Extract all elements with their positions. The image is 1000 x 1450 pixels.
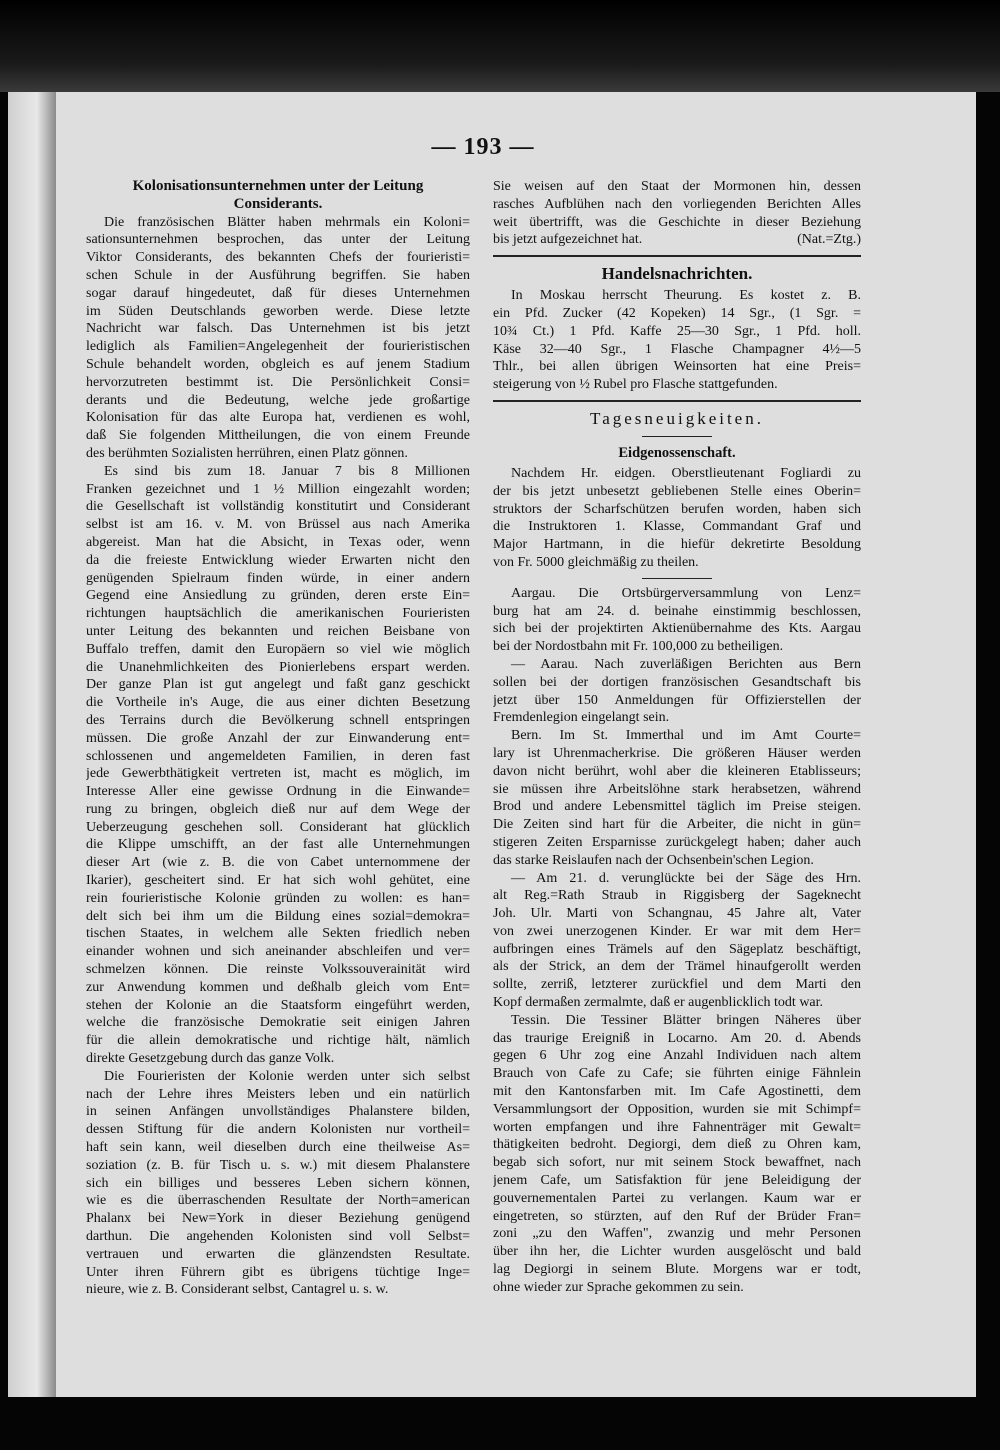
text-line: Kolonisation für das alte Europa hat, verdienen es wohl,	[86, 410, 470, 426]
text-line: Die Zeiten sind hart für die Arbeiter, die nicht in gün=	[493, 817, 861, 833]
text-line: soziation (z. B. für Tisch u. s. w.) mit diesem Phalanstere	[86, 1157, 470, 1173]
section-divider	[493, 400, 861, 402]
text-line: sich bei der projektirten Aktienübernahme des Kts. Aargau	[493, 621, 861, 637]
text-line: alt Reg.=Rath Straub in Riggisberg der Sageknecht	[493, 888, 861, 904]
text-line: sich ein billiges und besseres Leben sichern können,	[86, 1175, 470, 1191]
text-line: richtungen hauptsächlich die amerikanischen Fourieristen	[86, 606, 470, 622]
source-credit: (Nat.=Ztg.)	[797, 232, 861, 248]
text-line: lag Degiorgi in seinem Blute. Morgens war er todt,	[493, 1262, 861, 1278]
text-line: der bis jetzt unbesetzt gebliebenen Stelle eines Oberin=	[493, 483, 861, 499]
text-line: Interesse Aller eine gewisse Ordnung in die Einwande=	[86, 784, 470, 800]
text-line: Der ganze Plan ist gut angelegt und faßt ganz geschickt	[86, 677, 470, 693]
text-line: derants und die Bedeutung, welche jede großartige	[86, 392, 470, 408]
text-line: welche die französische Demokratie seit einigen Jahren	[86, 1015, 470, 1031]
text-line: zoni „zu den Waffen", zwanzig und mehr Personen	[493, 1226, 861, 1242]
text-line: — Am 21. d. verunglückte bei der Säge des Hrn.	[511, 870, 861, 886]
text-line: Die Fourieristen der Kolonie werden unter sich selbst	[104, 1068, 470, 1084]
paragraph	[86, 1068, 470, 1299]
text-line: weit übertrifft, was die Geschichte in dieser Beziehung	[493, 214, 861, 230]
text-line: lary ist Uhrenmacherkrise. Die größeren Häuser werden	[493, 745, 861, 761]
text-line: zur Anwendung kommen und deßhalb gleich vom Ent=	[86, 979, 470, 995]
text-line: das starke Reislaufen nach der Ochsenbein'schen Legion.	[493, 852, 814, 868]
text-line: lediglich als Familien=Angelegenheit der fourieristischen	[86, 339, 470, 355]
text-line: selbst ist am 16. v. M. von Brüssel aus nach Amerika	[86, 517, 470, 533]
text-line: jenem Cafe, um Satisfaktion für jene Beleidigung der	[493, 1173, 861, 1189]
text-line: die Vortheile in's Auge, die aus einer dichten Besetzung	[86, 695, 470, 711]
text-line: Versammlungsort der Opposition, wurden sie mit Schimpf=	[493, 1101, 861, 1117]
section-heading: Tagesneuigkeiten.	[590, 408, 764, 428]
text-line: delt sich bei ihm um die Bildung eines sozial=demokra=	[86, 908, 470, 924]
text-line: müssen. Die große Anzahl der zur Einwanderung ent=	[86, 730, 470, 746]
text-line: schmelzen können. Die reinste Volkssouverainität wird	[86, 962, 470, 978]
text-line: abgereist. Man hat die Absicht, in Texas oder, wenn	[86, 534, 470, 550]
text-line: von Fr. 5000 gleichmäßig zu theilen.	[493, 554, 699, 570]
text-line: Nachricht war falsch. Das Unternehmen ist bis jetzt	[86, 321, 470, 337]
text-line: Schule behandelt worden, obgleich es auf jenem Stadium	[86, 356, 470, 372]
page-number: — 193 —	[431, 134, 535, 160]
text-line: haft sein kann, weil dieselben durch eine theilweise As=	[86, 1140, 470, 1156]
text-line: einander wohnen und sich aneinander abschleifen und ver=	[86, 944, 470, 960]
text-line: von zwei unerzogenen Kinder. Er war mit dem Her=	[493, 923, 861, 939]
text-line: aufbringen eines Trämels auf den Sägeplatz beschäftigt,	[493, 941, 861, 957]
text-line: Bern. Im St. Immerthal und im Amt Courte=	[511, 728, 861, 744]
paragraph	[493, 465, 861, 572]
text-line: struktors der Scharfschützen berufen worden, haben sich	[493, 501, 861, 517]
text-line: Phalanx bei New=York in dieser Beziehung genügend	[86, 1211, 470, 1227]
text-line: Sie weisen auf den Staat der Mormonen hin, dessen	[493, 179, 861, 194]
text-line: des berühmten Sozialisten herrühren, einen Platz gönnen.	[86, 445, 408, 461]
text-line: Brauch von Cafe zu Cafe; sie führten einige Fähnlein	[493, 1066, 861, 1082]
text-line: Considerants.	[233, 195, 323, 212]
text-line: jetzt über 150 Anmeldungen für Offizierstellen der	[493, 692, 861, 708]
scan-top-border	[0, 0, 1000, 92]
text-line: das traurige Ereigniß in Locarno. Am 20. d. Abends	[493, 1030, 861, 1046]
text-line: jede Gewerbthätigkeit vertreten ist, macht es möglich, im	[86, 766, 470, 782]
text-line: direkte Gesetzgebung durch das ganze Volk.	[86, 1051, 335, 1067]
text-line: rung zu bringen, obgleich dieß nur auf dem Wege der	[86, 801, 470, 817]
paragraph	[493, 656, 861, 727]
right-column	[493, 178, 861, 1297]
text-line: hervorzutreten bestimmt ist. Die Persönlichkeit Consi=	[86, 374, 470, 390]
text-line: Kopf dermaßen zermalmte, daß er augenblicklich todt war.	[493, 995, 824, 1011]
text-line: Fremdenlegion eingelangt sein.	[493, 710, 670, 726]
text-line: davon nicht berührt, wohl aber die kleineren Etablisseurs;	[493, 763, 861, 779]
text-line: gegen 6 Uhr zog eine Anzahl Individuen nach altem	[493, 1048, 861, 1064]
text-line: bei der Nordostbahn mit Fr. 100,000 zu betheiligen.	[493, 639, 784, 655]
text-line: die Instruktoren 1. Klasse, Commandant Graf und	[493, 519, 861, 535]
section-heading: Handelsnachrichten.	[601, 264, 753, 284]
text-line: wie es die überraschenden Resultate der North=american	[86, 1193, 470, 1209]
text-line: 10¾ Ct.) 1 Pfd. Kaffe 25—30 Sgr., 1 Pfd. holl.	[493, 323, 861, 339]
article-title	[86, 178, 470, 214]
text-line: daß Sie folgenden Mittheilungen, die von einem Freunde	[86, 428, 470, 444]
text-line: sogar darauf hingedeutet, daß für dieses Unternehmen	[86, 285, 470, 301]
text-line: im Süden Deutschlands geworben werde. Diese letzte	[86, 303, 470, 319]
text-line: darthun. Die angehenden Kolonisten sind voll Selbst=	[86, 1229, 470, 1245]
text-line: schen Schule in der Ausführung begriffen. Sie haben	[86, 267, 470, 283]
text-line: In Moskau herrscht Theurung. Es kostet z. B.	[511, 288, 861, 304]
text-line: rein fourieristische Kolonie gründen zu wollen: es han=	[86, 890, 470, 906]
text-line: bis jetzt aufgezeichnet hat. (Nat.=Ztg.)	[493, 232, 861, 248]
text-line: Joh. Ulr. Marti von Schangnau, 45 Jahre alt, Vater	[493, 906, 861, 922]
text-line: als der Strick, an dem der Trämel hinaufgerollt werden	[493, 959, 861, 975]
text-line: Buffalo treffen, damit den Europäern so viel wie möglich	[86, 641, 470, 657]
previous-page-edge	[8, 92, 56, 1397]
text-line: Kolonisationsunternehmen unter der Leitung	[132, 178, 424, 194]
text-line: ein Pfd. Zucker (42 Kopeken) 14 Sgr., (1 Sgr. =	[493, 305, 861, 321]
text-line: gouvernementalen Partei zu verlangen. Kaum war er	[493, 1190, 861, 1206]
text-line: burg hat am 24. d. beinahe einstimmig beschlossen,	[493, 603, 861, 619]
text-line: unter Leitung des bekannten und reichen Beisbane von	[86, 623, 470, 639]
text-line: Aargau. Die Ortsbürgerversammlung von Lenz=	[511, 585, 861, 601]
text-line: nach der Lehre ihres Meisters leben und ein natürlich	[86, 1086, 470, 1102]
text-line: Die französischen Blätter haben mehrmals ein Koloni=	[104, 214, 470, 230]
text-line: über ihn her, die Lichter wurden ausgelöscht und bald	[493, 1244, 861, 1260]
text-line: sationsunternehmen besprochen, das unter der Leitung	[86, 232, 470, 248]
text-line: nieure, wie z. B. Considerant selbst, Cantagrel u. s. w.	[86, 1282, 389, 1298]
paragraph	[493, 1012, 861, 1297]
text-line: — Aarau. Nach zuverläßigen Berichten aus Bern	[511, 656, 861, 672]
text-line: die Unanehmlichkeiten des Pionierlebens erspart werden.	[86, 659, 470, 675]
left-column	[86, 178, 470, 1299]
text-line: Gegend eine Ansiedlung zu gründen, deren erste Ein=	[86, 588, 470, 604]
text-line: Nachdem Hr. eidgen. Oberstlieutenant Fogliardi zu	[511, 465, 861, 481]
text-line: in seinen Anfängen unvollständiges Phalanstere bilden,	[86, 1104, 470, 1120]
paragraph	[86, 214, 470, 463]
text-line: sie müssen ihre Arbeitslöhne stark herabsetzen, während	[493, 781, 861, 797]
text-line: ohne wieder zur Sprache gekommen zu sein.	[493, 1279, 744, 1295]
paragraph	[493, 287, 861, 394]
text-line: Unter ihren Führern gibt es übrigens tüchtige Inge=	[86, 1264, 470, 1280]
text-line: thätigkeiten bedroht. Degiorgi, dem dieß zu Ohren kam,	[493, 1137, 861, 1153]
text-line: dessen Stiftung für die andern Kolonisten nur vortheil=	[86, 1122, 470, 1138]
text-line: steigerung von ½ Rubel pro Flasche stattgefunden.	[493, 377, 778, 393]
text-line: Tessin. Die Tessiner Blätter bringen Näheres über	[511, 1012, 861, 1028]
text-line: stigeren Zeiten Ersparnisse zurückgelegt haben; daher auch	[493, 834, 861, 850]
text-line: stehen der Kolonie an die Staatsform eingeführt werden,	[86, 997, 470, 1013]
paragraph	[493, 178, 861, 249]
text-line: die Gesellschaft ist vollständig konstitutirt und Considerant	[86, 499, 470, 515]
text-line: mit den Kantonsfarben mit. Im Cafe Agostinetti, dem	[493, 1084, 861, 1100]
paragraph	[86, 463, 470, 1068]
text-line: schlossenen und angemeldeten Familien, in deren fast	[86, 748, 470, 764]
text-line: worten empfangen und ihre Fahnenträger mit Gewalt=	[493, 1119, 861, 1135]
text-line: da die freieste Entwicklung wieder Erwarten nicht den	[86, 552, 470, 568]
text-line: Major Hartmann, in die hiefür dekretirte Besoldung	[493, 537, 861, 553]
text-line: des Terrains durch die Bevölkerung schnell entspringen	[86, 712, 470, 728]
paragraph	[493, 727, 861, 869]
section-divider	[493, 255, 861, 257]
short-divider	[642, 578, 712, 579]
text-line: tischen Staates, in welchem alle Sekten friedlich neben	[86, 926, 470, 942]
text-line: Brod und andere Lebensmittel täglich im Preise steigen.	[493, 799, 861, 815]
text-line: rasches Aufblühen nach den vorliegenden Berichten Alles	[493, 196, 861, 212]
text-line: begab sich sofort, nur mit seinem Stock bewaffnet, nach	[493, 1155, 861, 1171]
text-line: Es sind bis zum 18. Januar 7 bis 8 Millionen	[104, 463, 470, 479]
paragraph	[493, 585, 861, 656]
text-line: Ueberzeugung geschehen soll. Considerant hat glücklich	[86, 819, 470, 835]
text-line: Thlr., bei allen übrigen Weinsorten hat eine Preis=	[493, 359, 861, 375]
text-line: dieser Art (wie z. B. die von Cabet unternommene der	[86, 855, 470, 871]
paragraph	[493, 870, 861, 1012]
text-line: vertrauen und erwarten die glänzendsten Resultate.	[86, 1246, 470, 1262]
text-line: Franken gezeichnet und 1 ½ Million eingezahlt worden;	[86, 481, 470, 497]
text-line: für die allein demokratische und richtige hält, nämlich	[86, 1033, 470, 1049]
text-line: eingetreten, so stürzten, auf den Ruf der Brüder Fran=	[493, 1208, 861, 1224]
short-divider	[642, 436, 712, 437]
text-line: Ikarier), gescheitert sind. Er hat sich wohl gehütet, eine	[86, 873, 470, 889]
text-line: die Klippe umschifft, an der fast alle Unternehmungen	[86, 837, 470, 853]
text-line: Käse 32—40 Sgr., 1 Flasche Champagner 4½—5	[493, 341, 861, 357]
text-line: Viktor Considerants, des bekannten Chefs der fourieristi=	[86, 250, 470, 266]
text-line: genügenden Spielraum finden würde, in einer andern	[86, 570, 470, 586]
text-line: sollen bei der dortigen französischen Gesandtschaft bis	[493, 674, 861, 690]
text-line: sollte, zerriß, letzterer zurückfiel und dem Marti den	[493, 977, 861, 993]
subsection-heading: Eidgenossenschaft.	[618, 444, 736, 461]
